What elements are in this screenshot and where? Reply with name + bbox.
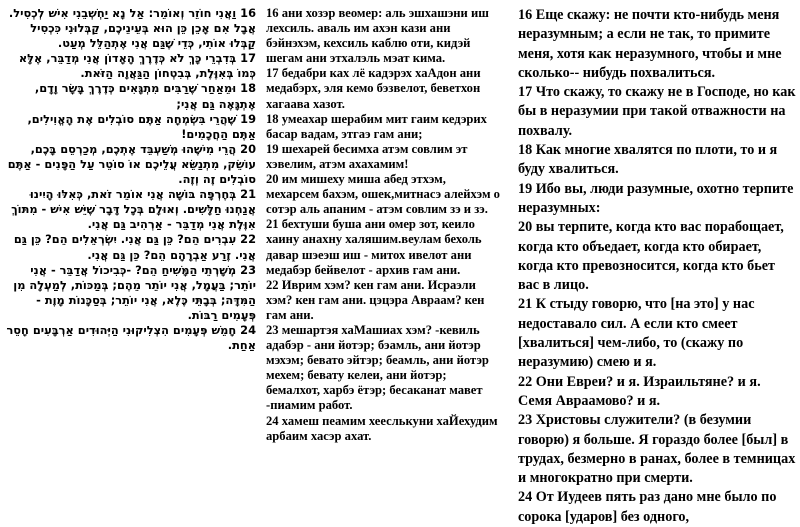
verse-hebrew: 20 הֲרֵי מִישֶׁהוּ מְשַׁעְבֵּד אֶתְכֶם, מְכַרְסֵם בָּכֶם, עוֹשֵׂק, מִתְנַשֵּׂא עֲלֵיכֶם אוֹ סוֹטֵר עַל הַפָּנִים - אַתֶּם סוֹבְלִים זֶה וְזֶה. [7,141,256,187]
verse-transliteration: 17 бедабри ках лё кадэрэх хаАдон ани медабэрх, эля кемо бэзвелот, беветхон хагаава хазот. [266,66,481,111]
verse-transliteration: 23 мешартэя хаМашиах хэм? -кевиль адабэр - ани йотэр; бэамль, ани йотэр мэхэм; бевато эйтэр; беамль, ани йотэр мехем; бевату келеи, ани йотэр; бемалхот, харбэ ётэр; бесаканат мавет -пиамим работ. [266,322,489,413]
verse-hebrew: 24 חָמֵשׁ פְּעָמִים הִצְלִיקוּנִי הַיְּהוּדִים אַרְבָּעִים חָסֵר אַחַת. [6,322,256,353]
verse-russian: 16 Еще скажу: не почти кто-нибудь меня неразумным; а если не так, то примите меня, хотя как неразумного, чтобы и мне сколько-- нибудь похвалиться. [518,7,782,81]
verse-russian: 17 Что скажу, то скажу не в Господе, но как бы в неразумии при такой отважности на похвалу. [518,84,796,139]
verse-russian: 21 К стыду говорю, что [на это] у нас недоставало сил. А если кто смеет [хвалиться] чем-либо, то (скажу по неразумию) смею и я. [518,296,755,371]
verse-russian: 18 Как многие хвалятся по плоти, то и я буду хвалиться. [518,142,778,178]
verse-transliteration: 18 умеахар шерабим мит гаим кедэрих басар вадам, этгаэ гам ани; [266,111,487,141]
verse-hebrew: 22 עִבְרִים הֵם? כֵּן גַּם אֲנִי. יִשְׂרְאֵלִים הֵם? כֵּן גַּם אֲנִי. זֶרַע אַבְרָהָם הֵם? כֵּן גַּם אֲנִי. [13,232,256,262]
verse-hebrew: 23 מְשָׁרְתֵי הַמָּשִׁיחַ הֵם? -כְּבִיכוֹל אֲדַבֵּר - אֲנִי יוֹתֵר; בַּעֲמָל, אֲנִי יוֹתֵר מֵהֶם; בְּמַכּוֹת, לְמַעְלָה מִן הַמִּדָּה; בְּבָתֵּי כֶּלֶא, אֲנִי יוֹתֵר; בְּסַכָּנוֹת מָוֶת - פְּעָמִים רַבּוֹת. [13,262,256,322]
verse-transliteration: 24 хамеш пеамим хееслькуни хаЙехудим арбаим хасэр ахат. [266,413,498,443]
verse-hebrew: 17 בְּדִבְרֵי כָּךְ לֹא כְּדֶרֶךְ הָאָדוֹן אֲנִי מְדַבֵּר, אֶלָּא כְּמוֹ בְּאִוֶּלֶת, בְּבִטְחוֹן הַגַּאֲוָה הַזֹּאת. [18,51,256,81]
hebrew-column [4,6,262,353]
verse-hebrew: 21 בְּחֶרְפָּה בּוֹשָׁה אֲנִי אוֹמֵר זֹאת, כְּאִלּוּ הָיִינוּ אֲנַחְנוּ חַלָּשִׁים. וְאוּלָם בְּכָל דָּבָר שֶׁיֵּשׁ אִישׁ - מִתּוֹךְ אִוֶּלֶת אֲנִי מְדַבֵּר - אַרְהִיב גַּם אֲנִי. [11,187,256,232]
transliteration-column [262,6,510,444]
verse-transliteration: 20 им мишеху миша абед этхэм, мехарсем бахэм, ошек,митнасэ алейхэм о сотэр аль апаним - атэм совлим зэ и зэ. [266,172,500,217]
verse-transliteration: 22 Иврим хэм? кен гам ани. Исраэли хэм? кен гам ани. цэцэра Авраам? кен гам ани. [266,277,485,322]
verse-russian: 20 вы терпите, когда кто вас порабощает, когда кто объедает, когда кто обирает, когда кто превозносится, когда кто бьет вас в лицо. [518,219,784,294]
verse-russian: 22 Они Евреи? и я. Израильтяне? и я. Семя Авраамово? и я. [518,373,761,409]
verse-russian: 19 Ибо вы, люди разумные, охотно терпите неразумных: [518,180,794,216]
verse-hebrew: 18 וּמֵאַחַר שֶׁרַבִּים מִתְגָּאִים כְּדֶרֶךְ בָּשָׂר וָדָם, אֶתְגָּאֶה גַּם אֲנִי; [34,81,256,111]
russian-column [510,6,796,527]
verse-hebrew: 16 וַאֲנִי חוֹזֵר וְאוֹמֵר: אַל נָא יַחְשְׁבֵנִי אִישׁ לְכְסִיל. אֲבָל אִם אָכֵן כֵּן הוּא בְּעֵינֵיכֶם, קַבְּלוּנִי כִּכְסִיל קַבְּלוּ אוֹתִי, כְּדֵי שֶׁגַּם אֲנִי אֶתְהַלֵּל מְעַט. [8,6,256,51]
verse-transliteration: 21 бехтуши буша ани омер зот, кеило хаину анахну халяшим.веулам бехоль давар шэеэш иш - митох ивелот ани медабэр бейвелот - архив гам ани. [266,217,482,277]
verse-russian: 24 От Иудеев пять раз дано мне было по сорока [ударов] без одного, [518,489,777,525]
verse-transliteration: 19 шехарей бесимха атэм совлим эт хэвелим, атэм ахахамим! [266,141,468,171]
verse-hebrew: 19 שֶׁהֲרֵי בִּשְׂמְחָה אַתֶּם סוֹבְלִים אֶת הָאֱוִילִים, אַתֶּם הַחֲכָמִים! [27,111,256,141]
verse-russian: 23 Христовы служители? (в безумии говорю) я больше. Я гораздо более [был] в трудах, безмерно в ранах, более в темницах и многократно при смерти. [518,412,796,487]
verse-transliteration: 16 ани хозэр веомер: аль эшхашэни иш лехсиль. аваль им ахэн кази ани бэйнэхэм, кехсиль каблю оти, кидэй шегам ани этхалэль мэат кима. [266,6,489,66]
